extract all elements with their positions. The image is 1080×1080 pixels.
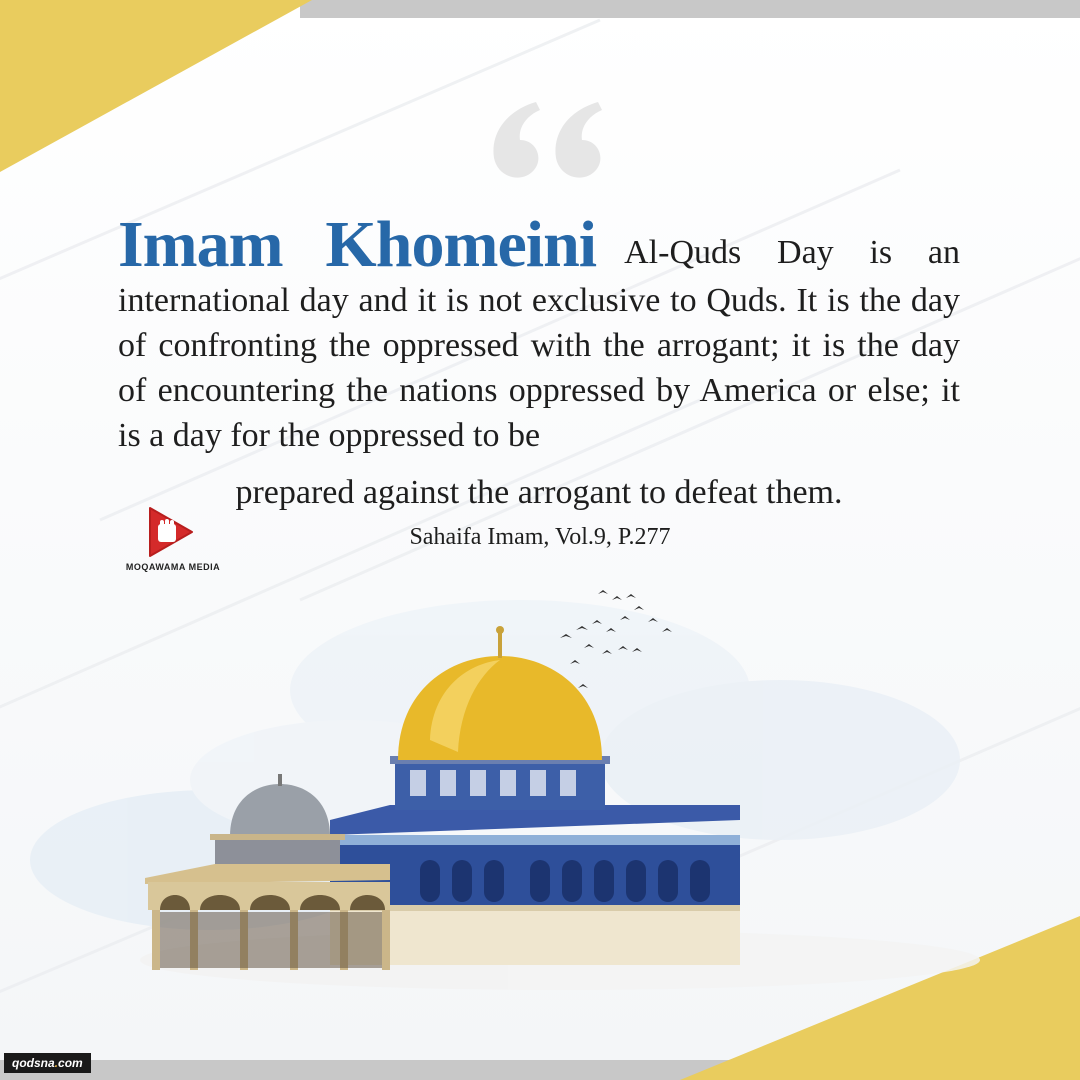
quote-last-line: prepared against the arrogant to defeat them. (235, 474, 843, 511)
citation: Sahaifa Imam, Vol.9, P.277 (409, 524, 671, 550)
watermark-tld: com (58, 1056, 83, 1070)
quote-mark-icon (478, 80, 608, 200)
quote-text-block (118, 208, 960, 458)
dome-of-the-rock-illustration (0, 570, 1080, 990)
logo-label: MOQAWAMA MEDIA (125, 562, 221, 572)
site-watermark (4, 1053, 91, 1073)
author-name: Imam Khomeini (118, 208, 597, 281)
quote-body: Al-Quds Day is an international day and it is not exclusive to Quds. It is the day of confronting the oppressed with the arrogant; it is the day of encountering the nations oppressed by America or else; it is a day for the oppressed to be (118, 234, 960, 454)
watermark-dot: . (54, 1056, 59, 1070)
watermark-site: qodsna (12, 1056, 55, 1070)
fist-play-icon (118, 504, 228, 562)
